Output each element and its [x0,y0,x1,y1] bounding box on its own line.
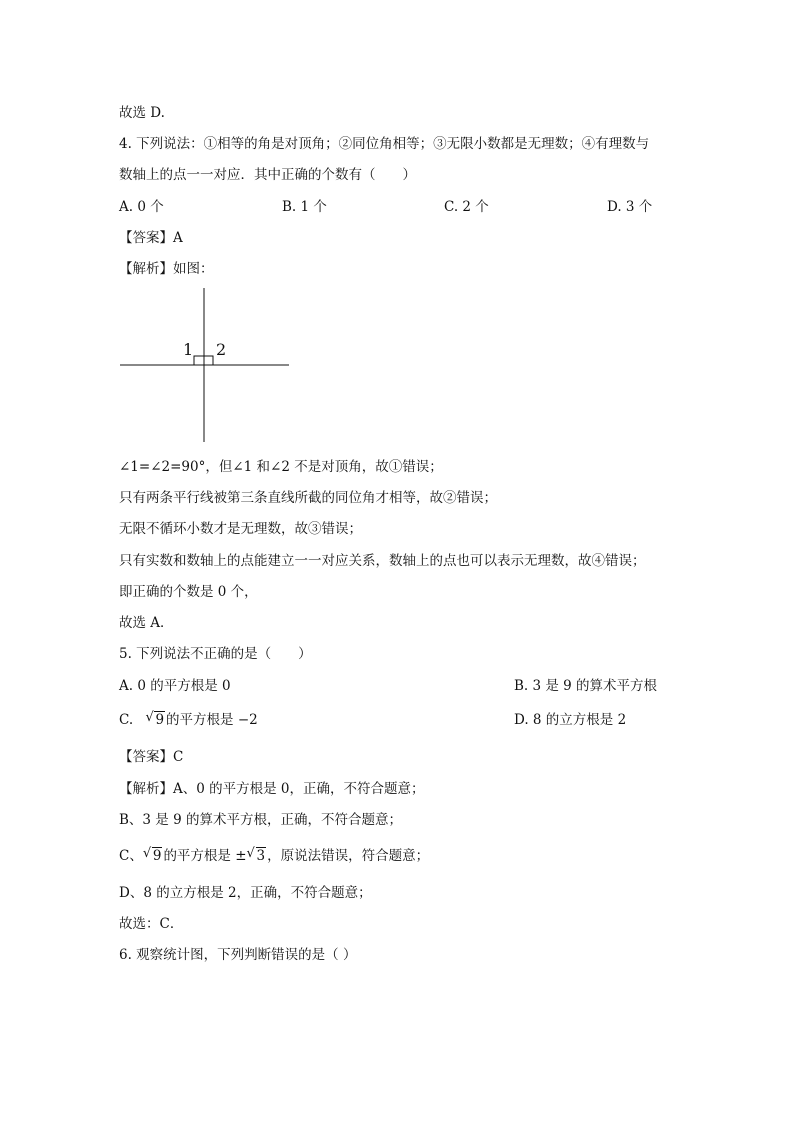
q4-analysis-intro: 【解析】如图： [119,261,214,277]
q5-option-a: A. 0 的平方根是 0 [119,678,231,694]
q4-analysis-line-5: 即正确的个数是 0 个， [119,584,258,600]
perpendicular-lines-figure [115,285,295,445]
q5-analysis-a: 【解析】A、0 的平方根是 0，正确，不符合题意； [119,781,425,797]
q4-answer: 【答案】A [119,230,183,246]
q4-analysis-line-1: ∠1=∠2=90°，但∠1 和∠2 不是对顶角，故①错误； [119,459,443,475]
q5-analysis-c [119,847,429,865]
q5-option-d: D. 8 的立方根是 2 [514,712,627,728]
q5-analysis-c-suffix: ，原说法错误，符合题意； [267,848,430,864]
q5-analysis-c-radicand: 9 [152,848,162,864]
q4-option-c: C. 2 个 [444,199,489,215]
angle-label-2: 2 [216,340,227,359]
right-angle-mark-right [204,356,213,365]
q6-stem: 6. 观察统计图，下列判断错误的是（ ） [119,947,357,963]
q4-option-d: D. 3 个 [607,199,653,215]
q4-conclusion: 故选 A． [119,615,174,631]
q4-stem-line2: 数轴上的点一一对应．其中正确的个数有（ ） [119,167,416,183]
q5-analysis-c-prefix: C、 [119,848,143,864]
q5-option-b: B. 3 是 9 的算术平方根 [514,678,658,694]
q5-analysis-c-mid: 的平方根是 ± [163,848,247,864]
q4-option-a: A. 0 个 [119,199,164,215]
angle-label-1: 1 [183,340,194,359]
q5-option-c [119,711,258,729]
q4-analysis-line-2: 只有两条平行线被第三条直线所截的同位角才相等，故②错误； [119,490,497,506]
q5-conclusion: 故选：C． [119,916,184,932]
prev-conclusion: 故选 D. [119,105,165,121]
q4-analysis-line-4: 只有实数和数轴上的点能建立一一对应关系，数轴上的点也可以表示无理数，故④错误； [119,553,646,569]
q5-answer: 【答案】C [119,749,184,765]
q5-option-c-prefix: C. [119,712,134,728]
q4-analysis-line-3: 无限不循环小数才是无理数，故③错误； [119,521,362,537]
sqrt-symbol: √ 9 [142,846,162,864]
q4-option-b: B. 1 个 [282,199,327,215]
sqrt-symbol: √ 9 [145,710,165,728]
sqrt-symbol: √ 3 [246,846,266,864]
q5-stem: 5. 下列说法不正确的是（ ） [119,646,312,662]
right-angle-mark-left [194,356,204,365]
q5-analysis-b: B、3 是 9 的算术平方根，正确，不符合题意； [119,812,402,828]
q4-stem-line1: 4. 下列说法：①相等的角是对顶角；②同位角相等；③无限小数都是无理数；④有理数与 [119,136,650,152]
q5-option-c-suffix: 的平方根是 −2 [166,712,258,728]
q5-analysis-d: D、8 的立方根是 2，正确，不符合题意； [119,885,372,901]
q5-analysis-c-radicand2: 3 [256,848,266,864]
q5-option-c-radicand: 9 [155,712,165,728]
